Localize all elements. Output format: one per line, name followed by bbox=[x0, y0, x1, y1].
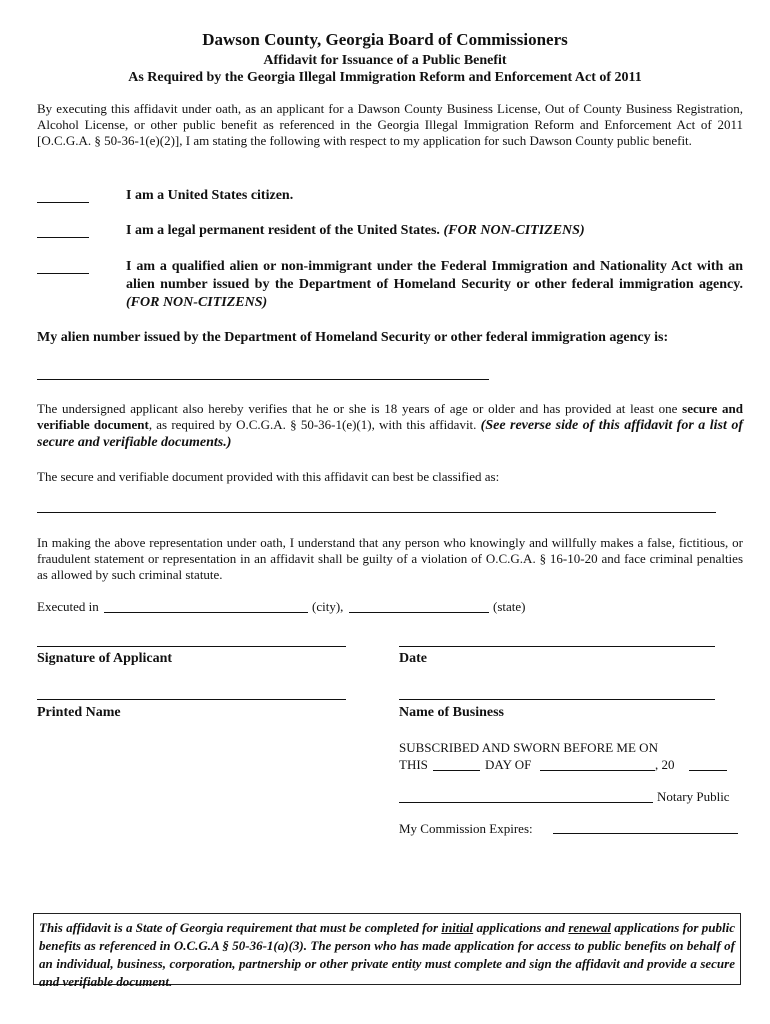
state-label: (state) bbox=[493, 599, 526, 614]
notary-month-field[interactable] bbox=[540, 770, 655, 771]
alien-check-blank[interactable] bbox=[37, 272, 89, 274]
signature-field[interactable] bbox=[37, 646, 346, 647]
form-title: Dawson County, Georgia Board of Commissioners bbox=[202, 30, 568, 49]
intro-paragraph: By executing this affidavit under oath, as an applicant for a Dawson County Business License, Out of County Business Registration, Alcohol License, or other public benefit as referenced in the Georgia Illegal Immigration Reform and Enforcement Act of 2011 [O.C.G.A. § 50-36-1(e)(2)], I am stating the following with respect to my application for such Dawson County public benefit. bbox=[37, 101, 743, 148]
option-resident-note: (FOR NON-CITIZENS) bbox=[443, 223, 585, 238]
alien-number-label: My alien number issued by the Department of Homeland Security or other federal immigration agency is: bbox=[37, 330, 669, 345]
verify-paragraph bbox=[37, 401, 743, 451]
resident-check-blank[interactable] bbox=[37, 236, 89, 238]
alien-number-field[interactable] bbox=[37, 379, 489, 380]
notice-renewal: renewal bbox=[568, 920, 611, 935]
printed-name-label: Printed Name bbox=[37, 705, 121, 720]
verify-bold: secure and verifiable document bbox=[37, 401, 743, 432]
notary-year-label: , 20 bbox=[655, 757, 675, 772]
date-label: Date bbox=[399, 651, 427, 666]
notary-day-field[interactable] bbox=[433, 770, 480, 771]
notary-this-label: THIS bbox=[399, 757, 428, 772]
notary-signature-field[interactable] bbox=[399, 802, 653, 803]
verify-text-2: , as required by O.C.G.A. § 50-36-1(e)(1), with this affidavit. bbox=[148, 417, 477, 432]
option-alien-text: I am a qualified alien or non-immigrant under the Federal Immigration and Nationality Act with an alien number issued by the Department of Homeland Security or other federal immigration agency. bbox=[126, 259, 743, 292]
option-alien-note: (FOR NON-CITIZENS) bbox=[126, 295, 268, 310]
city-field[interactable] bbox=[104, 612, 308, 613]
commission-expires-field[interactable] bbox=[553, 833, 738, 834]
state-field[interactable] bbox=[349, 612, 489, 613]
commission-expires-label: My Commission Expires: bbox=[399, 821, 533, 836]
date-field[interactable] bbox=[399, 646, 715, 647]
option-alien bbox=[126, 258, 743, 312]
city-label: (city), bbox=[312, 599, 344, 614]
verify-italic-note: (See reverse side of this affidavit for a list of secure and verifiable documents.) bbox=[37, 418, 744, 450]
option-resident bbox=[126, 222, 743, 240]
form-subtitle: Affidavit for Issuance of a Public Benefit bbox=[263, 53, 507, 68]
citizen-check-blank[interactable] bbox=[37, 201, 89, 203]
penalty-paragraph: In making the above representation under oath, I understand that any person who knowingly and willfully makes a false, fictitious, or fraudulent statement or representation in an affidavit shall be guilty of a violation of O.C.G.A. § 16-10-20 and face criminal penalties as allowed by such criminal statute. bbox=[37, 535, 743, 582]
notice-text-1: This affidavit is a State of Georgia requirement that must be completed for bbox=[39, 920, 442, 935]
document-class-field[interactable] bbox=[37, 512, 716, 513]
business-name-field[interactable] bbox=[399, 699, 715, 700]
notary-year-field[interactable] bbox=[689, 770, 727, 771]
notary-sworn-line: SUBSCRIBED AND SWORN BEFORE ME ON bbox=[399, 740, 658, 755]
option-resident-text: I am a legal permanent resident of the United States. bbox=[126, 223, 440, 238]
signature-label: Signature of Applicant bbox=[37, 651, 173, 666]
notary-day-of-label: DAY OF bbox=[485, 757, 532, 772]
executed-in-label: Executed in bbox=[37, 599, 99, 614]
notary-public-label: Notary Public bbox=[657, 789, 730, 804]
notice-initial: initial bbox=[441, 920, 474, 935]
printed-name-field[interactable] bbox=[37, 699, 346, 700]
notice-text-2: applications and bbox=[473, 920, 569, 935]
document-class-label: The secure and verifiable document provided with this affidavit can best be classified as: bbox=[37, 469, 500, 484]
notice-text-3: applications for public benefits as referenced in O.C.G.A § 50-36-1(a)(3). The person who has made application for access to public benefits on behalf of an individual, business, corporation, partnership or other private entity must complete and sign the affidavit and provide a secure and verifiable document. bbox=[39, 920, 735, 989]
verify-text-1: The undersigned applicant also hereby verifies that he or she is 18 years of age or older and has provided at least one bbox=[37, 401, 683, 416]
requirement-notice bbox=[33, 913, 741, 989]
business-name-label: Name of Business bbox=[399, 705, 505, 720]
option-citizen: I am a United States citizen. bbox=[126, 188, 294, 203]
form-act-reference: As Required by the Georgia Illegal Immigration Reform and Enforcement Act of 2011 bbox=[128, 70, 642, 85]
